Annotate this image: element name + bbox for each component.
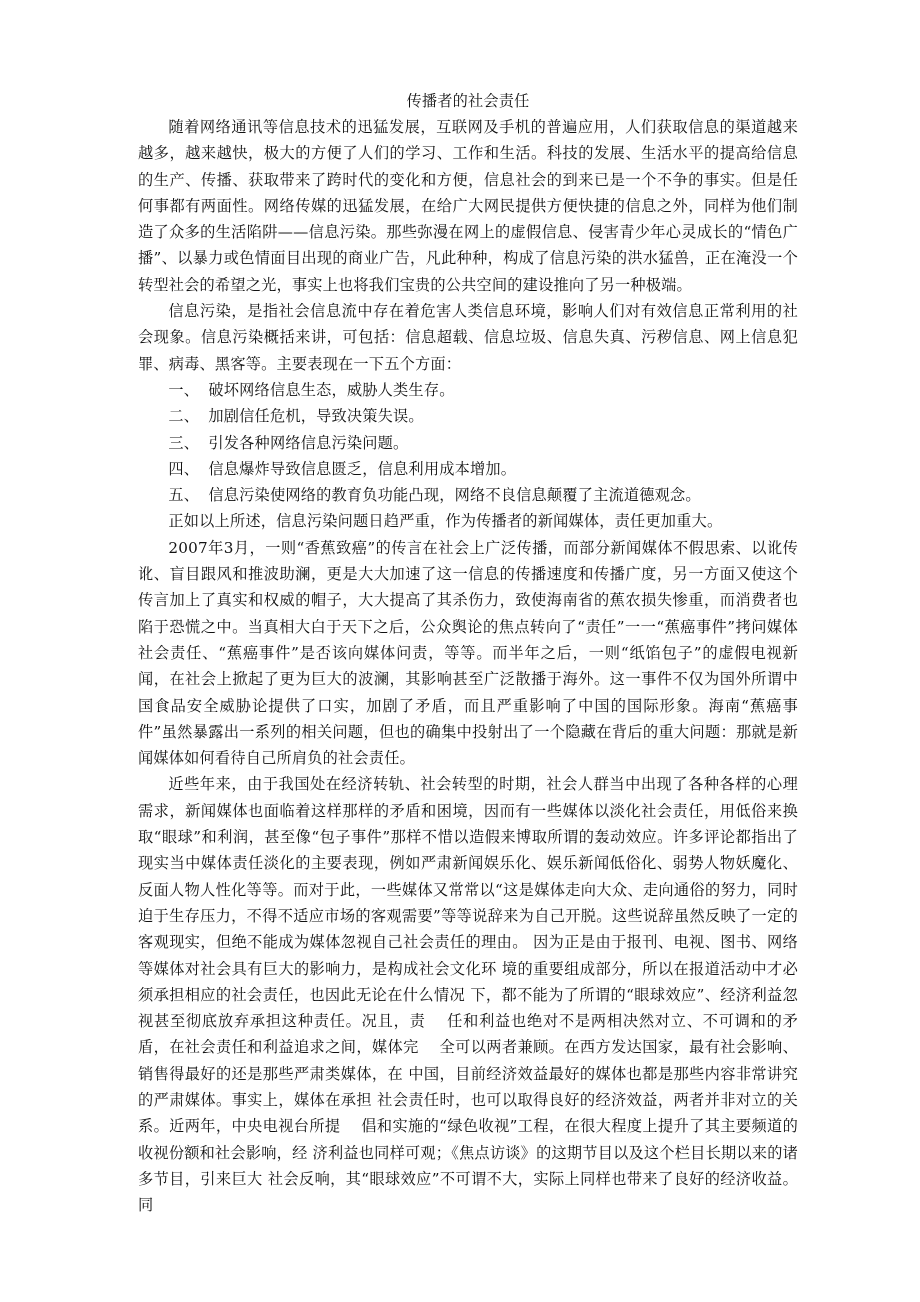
list-item (138, 456, 798, 482)
list-text: 信息污染使网络的教育负功能凸现，网络不良信息颠覆了主流道德观念。 (208, 486, 701, 505)
document-page (138, 88, 798, 1218)
list-number: 三、 (168, 433, 200, 452)
list-text: 加剧信任危机，导致决策失误。 (208, 407, 424, 426)
list-item (138, 430, 798, 456)
list-number: 一、 (168, 380, 200, 399)
paragraph-intro-1: 随着网络通讯等信息技术的迅猛发展，互联网及手机的普遍应用，人们获取信息的渠道越来越多，越来越快，极大的方便了人们的学习、工作和生活。科技的发展、生活水平的提高给信息的生产、传播、获取带来了跨时代的变化和方便，信息社会的到来已是一个不争的事实。但是任何事都有两面性。网络传媒的迅猛发展，在给广大网民提供方便快捷的信息之外，同样为他们制造了众多的生活陷阱——信息污染。那些弥漫在网上的虚假信息、侵害青少年心灵成长的“情色广播”、以暴力或色情面目出现的商业广告，凡此种种，构成了信息污染的洪水猛兽，正在淹没一个转型社会的希望之光，事实上也将我们宝贵的公共空间的建设推向了另一种极端。 (138, 118, 798, 294)
paragraph-body-2: 2007年3月，一则“香蕉致癌”的传言在社会上广泛传播，而部分新闻媒体不假思索、以讹传讹、盲目跟风和推波助澜，更是大大加速了这一信息的传播速度和传播广度，另一方面又使这个传言加上了真实和权威的帽子，大大提高了其杀伤力，致使海南省的蕉农损失惨重，而消费者也陷于恐慌之中。当真相大白于天下之后，公众舆论的焦点转向了“责任”一一“蕉癌事件”拷问媒体社会责任、“蕉癌事件”是否该向媒体问责，等等。而半年之后，一则“纸馅包子”的虚假电视新闻，在社会上掀起了更为巨大的波澜，其影响甚至广泛散播于海外。这一事件不仅为国外所谓中国食品安全威胁论提供了口实，加剧了矛盾，而且严重影响了中国的国际形象。海南“蕉癌事件”虽然暴露出一系列的相关问题，但也的确集中投射出了一个隐藏在背后的重大问题：那就是新闻媒体如何看待自己所肩负的社会责任。 (138, 538, 798, 768)
list-number: 四、 (168, 459, 200, 478)
list-item (138, 377, 798, 403)
paragraph-intro-2: 信息污染，是指社会信息流中存在着危害人类信息环境，影响人们对有效信息正常利用的社会现象。信息污染概括来讲，可包括：信息超载、信息垃圾、信息失真、污秽信息、网上信息犯罪、病毒、黑客等。主要表现在一下五个方面： (138, 302, 798, 373)
list-number: 二、 (168, 407, 200, 426)
list-text: 破坏网络信息生态，威胁人类生存。 (208, 380, 455, 399)
list-item (138, 482, 798, 508)
document-title: 传播者的社会责任 (406, 92, 530, 110)
list-text: 引发各种网络信息污染问题。 (208, 433, 409, 452)
paragraph-body-1: 正如以上所述，信息污染问题日趋严重，作为传播者的新闻媒体，责任更加重大。 (168, 512, 723, 531)
list-item (138, 403, 798, 429)
list-number: 五、 (168, 486, 200, 505)
list-text: 信息爆炸导致信息匮乏，信息利用成本增加。 (208, 459, 517, 478)
pollution-list (138, 377, 798, 508)
paragraph-body-3: 近些年来，由于我国处在经济转轨、社会转型的时期，社会人群当中出现了各种各样的心理需求，新闻媒体也面临着这样那样的矛盾和困境，因而有一些媒体以淡化社会责任，用低俗来换取“眼球”和利润，甚至像“包子事件”那样不惜以造假来博取所谓的轰动效应。许多评论都指出了现实当中媒体责任淡化的主要表现，例如严肃新闻娱乐化、娱乐新闻低俗化、弱势人物妖魔化、反面人物人性化等等。而对于此，一些媒体又常常以“这是媒体走向大众、走向通俗的努力，同时迫于生存压力，不得不适应市场的客观需要”等等说辞来为自己开脱。这些说辞虽然反映了一定的客观现实，但绝不能成为媒体忽视自己社会责任的理由。 因为正是由于报刊、电视、图书、网络等媒体对社会具有巨大的影响力，是构成社会文化环 境的重要组成部分，所以在报道活动中才必须承担相应的社会责任，也因此无论在什么情况 下，都不能为了所谓的“眼球效应”、经济利益忽视甚至彻底放弃承担这种责任。况且，责 任和利益也绝对不是两相决然对立、不可调和的矛盾，在社会责任和利益追求之间，媒体完 全可以两者兼顾。在西方发达国家，最有社会影响、销售得最好的还是那些严肃类媒体，在 中国，目前经济效益最好的媒体也都是那些内容非常讲究的严肃媒体。事实上，媒体在承担 社会责任时，也可以取得良好的经济效益，两者并非对立的关系。近两年，中央电视台所提 倡和实施的“绿色收视”工程，在很大程度上提升了其主要频道的收视份额和社会影响，经 济利益也同样可观；《焦点访谈》的这期节目以及这个栏目长期以来的诸多节目，引来巨大 社会反响，其“眼球效应”不可谓不大，实际上同样也带来了良好的经济收益。同 (138, 775, 798, 1215)
